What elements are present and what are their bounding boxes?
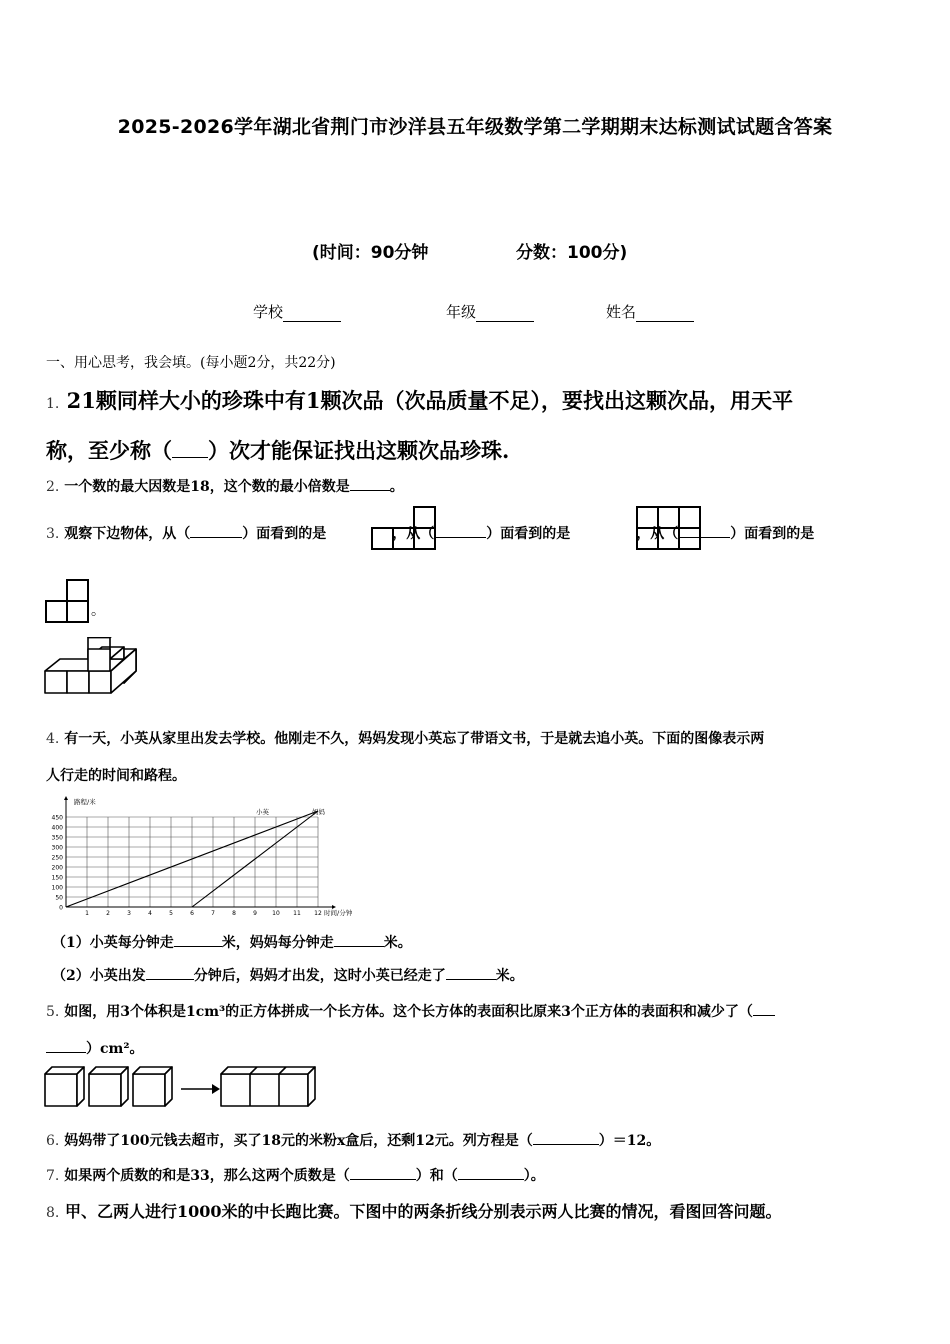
question-4-line2: 人行走的时间和路程。 [46, 768, 186, 784]
x-tick-label: 2 [106, 910, 110, 917]
series-label-1: 小英 [256, 808, 269, 816]
arrow-icon [181, 1084, 220, 1094]
y-tick-label: 300 [51, 844, 63, 852]
x-tick-label: 6 [190, 910, 194, 917]
x-tick-label: 4 [148, 910, 152, 917]
cubes-to-cuboid-figure [44, 1066, 322, 1110]
question-4-sub1: （1）小英每分钟走 米，妈妈每分钟走 米。 [52, 932, 412, 952]
x-tick-label: 5 [169, 910, 173, 917]
y-tick-label: 350 [51, 834, 63, 842]
x-axis-label: 时间/分钟 [324, 909, 353, 917]
y-tick-label: 450 [51, 814, 63, 822]
x-tick-label: 11 [293, 910, 301, 917]
x-tick-label: 9 [253, 910, 257, 917]
y-tick-label: 50 [55, 894, 63, 902]
section-heading: 一、用心思考，我会填。(每小题2分，共22分) [46, 355, 336, 371]
view-figure-3 [45, 579, 91, 625]
x-tick-label: 1 [85, 910, 89, 917]
exam-score: 分数：100分) [516, 243, 628, 263]
question-3-end: 。 [91, 603, 105, 619]
question-4-sub2: （2）小英出发 分钟后，妈妈才出发，这时小英已经走了 米。 [52, 965, 524, 985]
question-8: 8. 甲、乙两人进行1000米的中长跑比赛。下图中的两条折线分别表示两人比赛的情况，看图回答问题。 [46, 1202, 782, 1221]
x-tick-label: 8 [232, 910, 236, 917]
page-title: 2025-2026学年湖北省荆门市沙洋县五年级数学第二学期期末达标测试试题含答案 [117, 116, 833, 138]
question-6: 6. 妈妈带了100元钱去超市，买了18元的米粉x盒后，还剩12元。列方程是（ ）＝12。 [46, 1130, 660, 1150]
cube-2 [89, 1067, 128, 1106]
view-figure-2 [636, 506, 704, 550]
question-1-line2: 称，至少称（ ）次才能保证找出这颗次品珍珠. [46, 438, 510, 463]
x-tick-label: 12 [314, 910, 322, 917]
school-field: 学校 [253, 301, 341, 322]
chart-grid [66, 817, 318, 907]
exam-time: (时间：90分钟 [312, 243, 429, 263]
question-1-line1: 1. 21颗同样大小的珍珠中有1颗次品（次品质量不足），要找出这颗次品，用天平 [46, 388, 794, 413]
question-2: 2. 一个数的最大因数是18，这个数的最小倍数是 。 [46, 476, 404, 496]
y-tick-label: 150 [51, 874, 63, 882]
question-5-line2: ）cm²。 [46, 1038, 143, 1058]
y-tick-label: 400 [51, 824, 63, 832]
grade-field: 年级 [446, 301, 534, 322]
cuboid [221, 1067, 315, 1106]
distance-time-chart [44, 794, 354, 918]
cube-1 [45, 1067, 84, 1106]
y-tick-label: 250 [51, 854, 63, 862]
question-4-line1: 4. 有一天，小英从家里出发去学校。他刚走不久，妈妈发现小英忘了带语文书，于是就去追小英。下面的图像表示两 [46, 731, 765, 747]
x-tick-label: 7 [211, 910, 215, 917]
y-tick-label: 200 [51, 864, 63, 872]
y-axis-arrow [64, 796, 68, 800]
x-tick-label: 10 [272, 910, 280, 917]
view-figure-1 [371, 506, 439, 550]
question-5-line1: 5. 如图，用3个体积是1cm³的正方体拼成一个长方体。这个长方体的表面积比原来3个正方体的表面积和减少了（ [46, 1001, 775, 1021]
question-7: 7. 如果两个质数的和是33，那么这两个质数是（ ）和（ ）。 [46, 1165, 545, 1185]
series-label-2: 妈妈 [312, 808, 325, 816]
y-tick-label: 100 [51, 884, 63, 892]
question-3: 3. 观察下边物体，从（ ）面看到的是 ，从（ ）面看到的是 ，从（ ）面看到的是 [46, 523, 814, 543]
cube-solid-figure [44, 637, 140, 695]
y-tick-label: 0 [59, 904, 63, 912]
x-tick-label: 3 [127, 910, 131, 917]
cube-3 [133, 1067, 172, 1106]
y-axis-label: 路程/米 [74, 798, 96, 806]
name-field: 姓名 [606, 301, 694, 322]
